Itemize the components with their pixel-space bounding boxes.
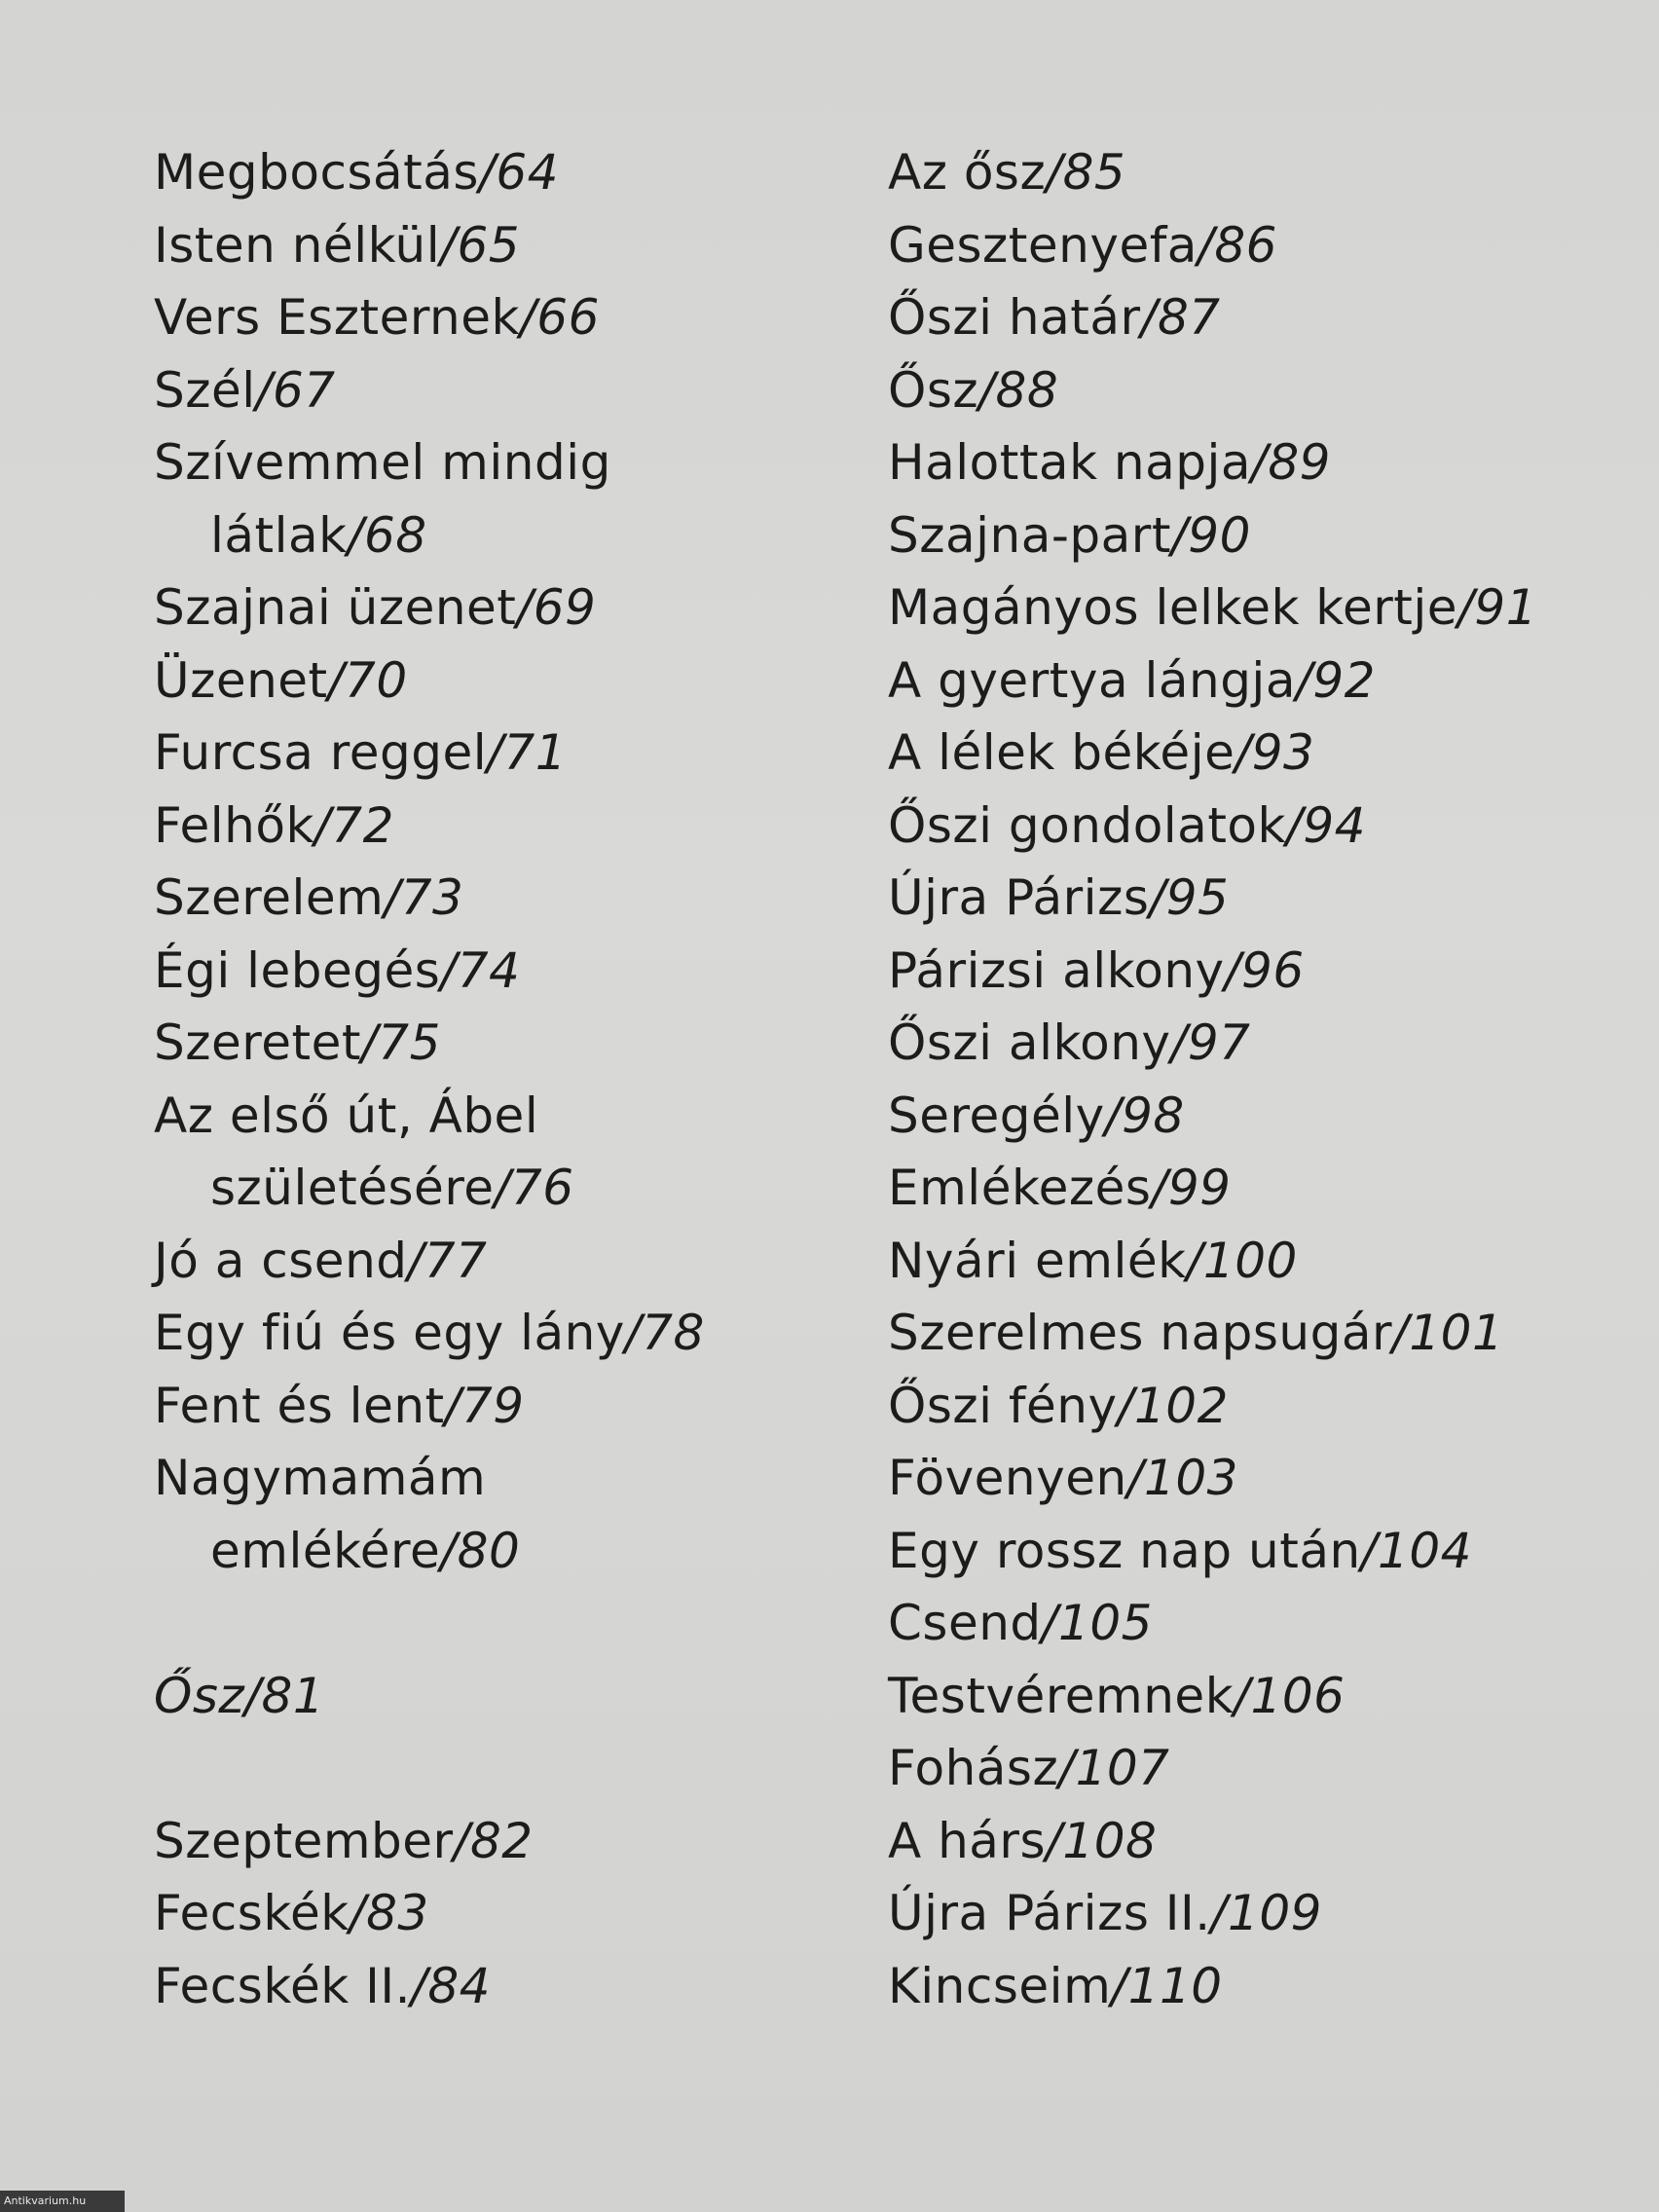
toc-entry-title: emlékére	[210, 1522, 441, 1579]
toc-entry-title: A hárs	[888, 1812, 1047, 1869]
toc-entry	[154, 1877, 874, 1950]
toc-entry-title: Szívemmel mindig	[154, 434, 611, 491]
toc-entry-separator: /	[411, 1957, 428, 2014]
toc-entry-title: Halottak napja	[888, 434, 1252, 491]
toc-entry-page-number: 84	[427, 1957, 491, 2014]
toc-entry-title: Nagymamám	[154, 1450, 487, 1506]
toc-entry	[888, 1152, 1647, 1225]
toc-entry-title: Ősz	[888, 361, 979, 419]
toc-entry-separator: /	[487, 724, 504, 781]
toc-entry-separator: /	[313, 796, 332, 854]
toc-entry	[888, 1805, 1647, 1878]
toc-entry-page-number: 99	[1167, 1160, 1232, 1216]
toc-entry-page-number: 65	[457, 216, 521, 274]
toc-entry	[154, 1805, 874, 1878]
toc-entry-page-number: 105	[1058, 1595, 1153, 1651]
toc-entry	[154, 571, 874, 645]
toc-entry-title: Szeretet	[154, 1014, 361, 1071]
toc-entry	[888, 1225, 1647, 1298]
toc-entry-separator: /	[1392, 1305, 1410, 1361]
toc-entry-page-number: 97	[1187, 1014, 1251, 1071]
toc-entry-page-number: 95	[1165, 869, 1230, 926]
toc-entry-page-number: 92	[1312, 651, 1376, 709]
toc-entry-page-number: 88	[995, 361, 1059, 419]
toc-entry-separator: /	[1117, 1377, 1134, 1434]
toc-entry	[888, 935, 1647, 1008]
toc-entry-separator: /	[516, 579, 534, 636]
toc-entry-title: Ősz	[154, 1667, 245, 1724]
toc-entry-title: Égi lebegés	[154, 941, 441, 999]
toc-spacer	[154, 1732, 874, 1805]
toc-entry	[154, 209, 874, 282]
toc-entry-title: Egy fiú és egy lány	[154, 1305, 625, 1361]
toc-entry-page-number: 83	[366, 1885, 429, 1941]
toc-entry-title: Szél	[154, 361, 256, 419]
toc-entry-separator: /	[347, 506, 364, 564]
toc-entry-title: Őszi fény	[888, 1377, 1118, 1434]
toc-entry-page-number: 110	[1127, 1957, 1223, 2014]
toc-entry-page-number: 103	[1144, 1450, 1238, 1506]
toc-entry	[154, 136, 874, 209]
toc-entry-separator: /	[1197, 216, 1215, 274]
toc-entry-title: Újra Párizs II.	[888, 1885, 1211, 1941]
toc-entry-title: Jó a csend	[154, 1232, 408, 1289]
toc-entry-title: Szerelem	[154, 869, 385, 926]
toc-entry-page-number: 77	[424, 1232, 488, 1289]
toc-entry	[888, 1732, 1647, 1805]
toc-entry-page-number: 96	[1241, 941, 1305, 999]
toc-entry-title: Gesztenyefa	[888, 216, 1198, 274]
toc-entry	[888, 571, 1647, 645]
toc-entry-separator: /	[407, 1232, 424, 1289]
toc-entry-separator: /	[1295, 651, 1313, 709]
toc-entry	[888, 354, 1647, 427]
toc-entry-page-number: 69	[533, 579, 597, 636]
toc-entry-page-number: 108	[1062, 1812, 1158, 1869]
toc-entry-title: Seregély	[888, 1087, 1105, 1144]
toc-entry-separator: /	[1046, 1812, 1063, 1869]
toc-entry-title: Őszi alkony	[888, 1014, 1171, 1071]
toc-entry-page-number: 80	[457, 1522, 521, 1579]
toc-entry	[154, 717, 874, 790]
toc-entry-separator: /	[255, 361, 273, 419]
toc-entry-title: Őszi gondolatok	[888, 796, 1286, 854]
toc-entry-page-number: 82	[469, 1812, 534, 1869]
toc-entry	[888, 209, 1647, 282]
toc-entry-separator: /	[1224, 941, 1242, 999]
toc-entry-title: Párizsi alkony	[888, 941, 1225, 999]
toc-entry-title: Őszi határ	[888, 289, 1141, 346]
toc-entry-title: Megbocsátás	[154, 144, 479, 201]
toc-entry-page-number: 79	[461, 1377, 525, 1434]
toc-entry-page-number: 107	[1075, 1740, 1170, 1796]
toc-entry-separator: /	[494, 1160, 511, 1216]
toc-entry-title: Isten nélkül	[154, 216, 441, 274]
toc-entry	[888, 645, 1647, 718]
toc-entry-separator: /	[1140, 289, 1158, 346]
toc-entry-separator: /	[1151, 1160, 1168, 1216]
toc-entry-page-number: 90	[1188, 506, 1251, 564]
toc-entry-page-number: 109	[1228, 1885, 1322, 1941]
toc-entry-page-number: 102	[1133, 1377, 1229, 1434]
toc-entry-separator: /	[384, 869, 401, 926]
toc-entry-title: Fecskék	[154, 1885, 350, 1941]
toc-entry-page-number: 73	[400, 869, 464, 926]
toc-section-heading	[154, 1660, 874, 1733]
toc-entry	[154, 1225, 874, 1298]
toc-entry	[888, 1370, 1647, 1443]
toc-entry	[888, 790, 1647, 863]
toc-entry-page-number: 72	[331, 796, 394, 854]
toc-entry-title: születésére	[210, 1160, 495, 1216]
toc-entry	[888, 281, 1647, 354]
toc-entry	[888, 499, 1647, 572]
toc-entry-title: Üzenet	[154, 651, 328, 709]
toc-entry	[154, 354, 874, 427]
toc-entry-title: Szeptember	[154, 1812, 454, 1869]
toc-entry-separator: /	[1360, 1522, 1379, 1579]
toc-entry-separator: /	[440, 1522, 458, 1579]
toc-entry-title: Felhők	[154, 796, 314, 854]
toc-entry	[154, 1007, 874, 1080]
toc-entry	[888, 1007, 1647, 1080]
toc-left-column	[154, 136, 874, 2022]
toc-entry-page-number: 64	[496, 144, 559, 201]
toc-entry	[154, 426, 874, 499]
toc-entry-title: Szajnai üzenet	[154, 579, 517, 636]
toc-entry-page-number: 66	[536, 289, 600, 346]
toc-entry-title: Az ősz	[888, 144, 1047, 201]
toc-entry-page-number: 75	[378, 1014, 441, 1071]
toc-entry-separator: /	[978, 361, 996, 419]
toc-entry-separator: /	[1126, 1450, 1145, 1506]
toc-entry-separator: /	[360, 1014, 379, 1071]
toc-entry-title: Nyári emlék	[888, 1232, 1187, 1289]
toc-entry-page-number: 71	[503, 724, 568, 781]
toc-entry-separator: /	[244, 1667, 262, 1724]
toc-entry-title: Egy rossz nap után	[888, 1522, 1361, 1579]
toc-entry-title: Az első út, Ábel	[154, 1087, 539, 1144]
toc-entry	[154, 645, 874, 718]
toc-entry-page-number: 70	[345, 651, 408, 709]
toc-entry-page-number: 87	[1157, 289, 1221, 346]
toc-entry-separator: /	[1149, 869, 1166, 926]
toc-entry	[154, 935, 874, 1008]
toc-entry-separator: /	[1104, 1087, 1123, 1144]
toc-entry	[154, 1370, 874, 1443]
toc-entry-separator: /	[1041, 1595, 1059, 1651]
toc-entry-separator: /	[1210, 1885, 1229, 1941]
toc-entry	[888, 1080, 1647, 1153]
toc-entry-separator: /	[349, 1885, 367, 1941]
toc-entry-separator: /	[444, 1377, 461, 1434]
toc-entry-separator: /	[519, 289, 537, 346]
toc-entry-title: A gyertya lángja	[888, 651, 1296, 709]
toc-entry-separator: /	[1186, 1232, 1203, 1289]
toc-entry	[154, 862, 874, 935]
toc-entry-title: Magányos lelkek kertje	[888, 579, 1458, 636]
toc-entry-separator: /	[1251, 434, 1269, 491]
toc-entry	[888, 717, 1647, 790]
toc-entry	[888, 1950, 1647, 2023]
toc-entry-page-number: 104	[1378, 1522, 1472, 1579]
toc-entry-separator: /	[453, 1812, 470, 1869]
toc-entry	[154, 1152, 874, 1225]
toc-entry-title: A lélek békéje	[888, 724, 1235, 781]
toc-entry-page-number: 94	[1303, 796, 1366, 854]
toc-entry	[154, 1442, 874, 1515]
toc-entry-page-number: 100	[1202, 1232, 1298, 1289]
toc-entry-separator: /	[327, 651, 346, 709]
toc-entry	[888, 1297, 1647, 1370]
toc-entry-page-number: 68	[363, 506, 427, 564]
toc-entry-page-number: 67	[273, 361, 336, 419]
toc-entry-page-number: 106	[1250, 1667, 1346, 1724]
toc-entry-page-number: 98	[1122, 1087, 1185, 1144]
toc-entry-title: Szajna-part	[888, 506, 1171, 564]
toc-entry-page-number: 81	[261, 1667, 325, 1724]
toc-entry	[888, 1660, 1647, 1733]
toc-entry-separator: /	[440, 216, 458, 274]
toc-entry-page-number: 86	[1214, 216, 1277, 274]
toc-entry-title: Testvéremnek	[888, 1667, 1235, 1724]
toc-entry	[154, 281, 874, 354]
toc-entry	[154, 790, 874, 863]
toc-entry	[154, 1515, 874, 1588]
toc-entry-title: Szerelmes napsugár	[888, 1305, 1393, 1361]
toc-entry-page-number: 76	[510, 1160, 574, 1216]
toc-entry-page-number: 89	[1268, 434, 1331, 491]
toc-entry-title: Furcsa reggel	[154, 724, 488, 781]
toc-entry-separator: /	[1058, 1740, 1076, 1796]
toc-entry-title: Fent és lent	[154, 1377, 445, 1434]
toc-entry	[154, 499, 874, 572]
toc-entry-page-number: 93	[1251, 724, 1315, 781]
toc-right-column	[888, 136, 1647, 2022]
toc-entry	[888, 136, 1647, 209]
toc-entry-separator: /	[1234, 1667, 1251, 1724]
toc-entry-separator: /	[1235, 724, 1252, 781]
toc-entry-title: Fövenyen	[888, 1450, 1127, 1506]
toc-entry-title: Emlékezés	[888, 1160, 1152, 1216]
toc-entry-page-number: 85	[1062, 144, 1126, 201]
toc-entry-title: Kincseim	[888, 1957, 1112, 2014]
toc-entry-title: látlak	[210, 506, 348, 564]
toc-entry-separator: /	[1170, 1014, 1188, 1071]
toc-entry-separator: /	[1046, 144, 1063, 201]
toc-entry	[154, 1950, 874, 2023]
toc-entry	[888, 1877, 1647, 1950]
toc-entry-title: Csend	[888, 1595, 1042, 1651]
toc-entry-separator: /	[1285, 796, 1304, 854]
toc-entry-page-number: 74	[457, 941, 521, 999]
toc-entry-separator: /	[1170, 506, 1189, 564]
toc-entry-page-number: 78	[642, 1305, 705, 1361]
toc-entry	[888, 1442, 1647, 1515]
toc-entry	[888, 426, 1647, 499]
toc-entry-separator: /	[440, 941, 458, 999]
toc-entry-title: Fohász	[888, 1740, 1059, 1796]
toc-entry-page-number: 101	[1409, 1305, 1504, 1361]
toc-entry	[888, 1587, 1647, 1660]
toc-entry-separator: /	[478, 144, 497, 201]
watermark: Antikvarium.hu	[0, 2191, 125, 2212]
toc-entry	[154, 1080, 874, 1153]
toc-entry	[154, 1297, 874, 1370]
toc-entry	[888, 1515, 1647, 1588]
toc-entry-separator: /	[1111, 1957, 1128, 2014]
toc-entry-title: Újra Párizs	[888, 869, 1150, 926]
toc-entry	[888, 862, 1647, 935]
toc-entry-separator: /	[1457, 579, 1475, 636]
toc-entry-page-number: 91	[1474, 579, 1538, 636]
toc-entry-title: Fecskék II.	[154, 1957, 411, 2014]
toc-entry-separator: /	[624, 1305, 643, 1361]
toc-spacer	[154, 1587, 874, 1660]
toc-entry-title: Vers Eszternek	[154, 289, 520, 346]
